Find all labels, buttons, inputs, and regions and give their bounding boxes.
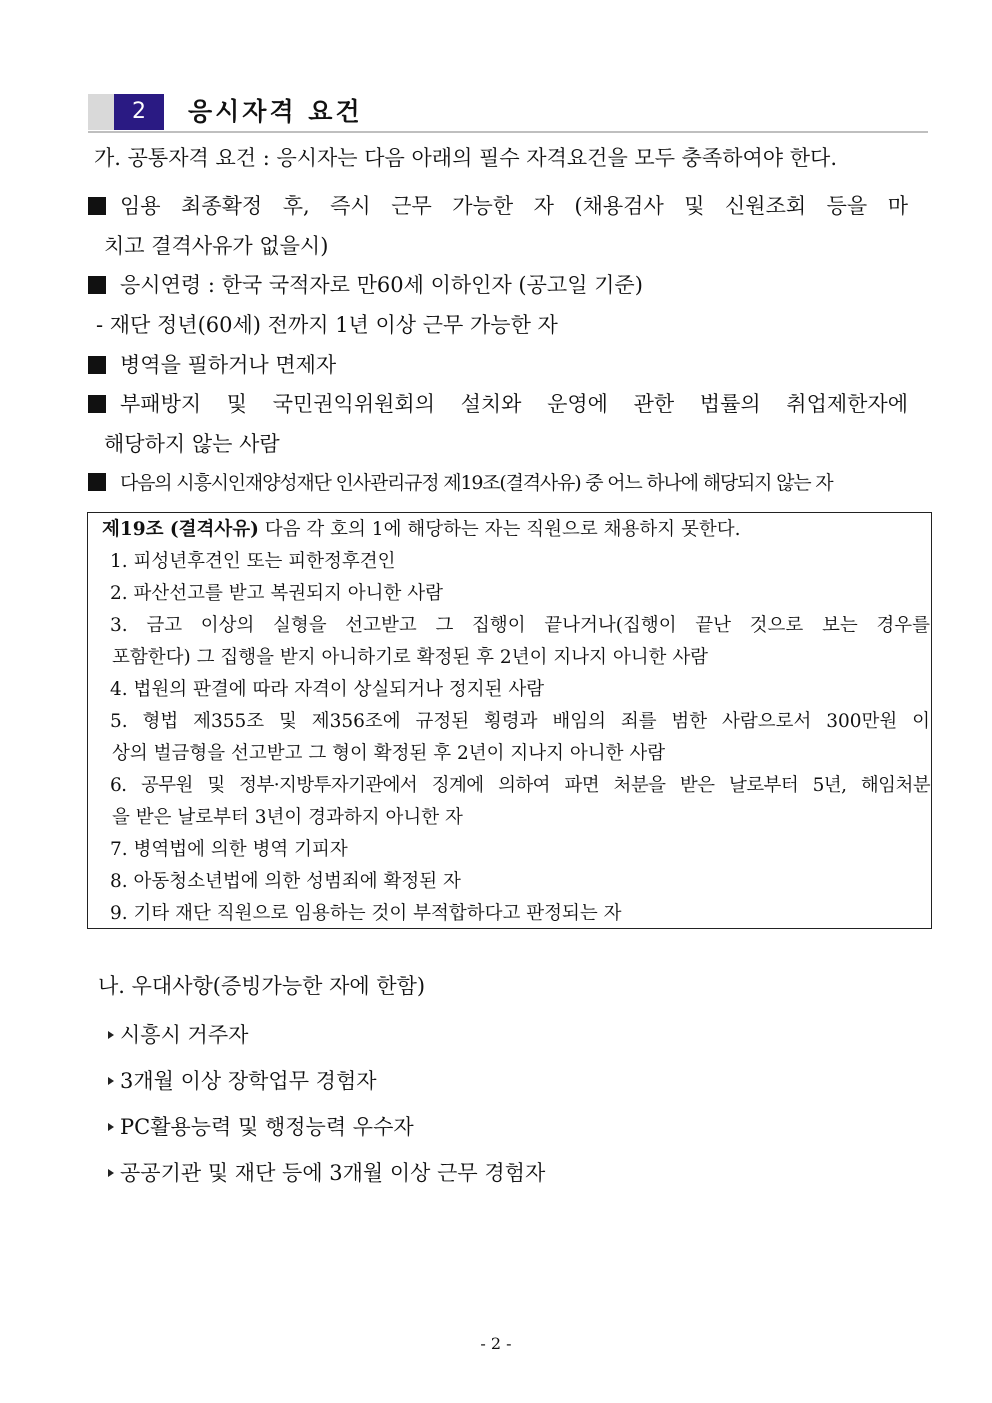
preference-item: 3개월 이상 장학업무 경험자 — [108, 1067, 377, 1095]
article-clause: 8. 아동청소년법에 의한 성범죄에 확정된 자 — [110, 871, 461, 892]
article-clause-continuation: 을 받은 날로부터 3년이 경과하지 아니한 자 — [112, 807, 463, 828]
square-bullet-icon — [88, 395, 106, 413]
article-title-line — [102, 517, 741, 543]
requirement-continuation: 치고 결격사유가 없을시) — [104, 234, 329, 258]
article-clause: 3. 금고 이상의 실형을 선고받고 그 집행이 끝나거나(집행이 끝난 것으로 보는 경우를 — [110, 615, 930, 636]
page-number: - 2 - — [480, 1334, 512, 1353]
article-clause-continuation: 상의 벌금형을 선고받고 그 형이 확정된 후 2년이 지나지 아니한 사람 — [112, 743, 666, 764]
triangle-bullet-icon — [108, 1077, 114, 1085]
requirement-item: 임용 최종확정 후, 즉시 근무 가능한 자 (채용검사 및 신원조회 등을 마 — [88, 192, 908, 220]
article-19-box — [87, 512, 932, 929]
square-bullet-icon — [88, 473, 106, 491]
preference-item: 공공기관 및 재단 등에 3개월 이상 근무 경험자 — [108, 1159, 545, 1187]
article-clause: 2. 파산선고를 받고 복권되지 아니한 사람 — [110, 583, 443, 604]
square-bullet-icon — [88, 197, 106, 215]
preference-item: 시흥시 거주자 — [108, 1021, 248, 1049]
subsection-ga-heading: 가. 공통자격 요건 : 응시자는 다음 아래의 필수 자격요건을 모두 충족하여야 한다. — [94, 146, 838, 170]
article-clause: 7. 병역법에 의한 병역 기피자 — [110, 839, 348, 860]
section-divider — [88, 131, 928, 133]
square-bullet-icon — [88, 276, 106, 294]
square-bullet-icon — [88, 356, 106, 374]
article-clause: 4. 법원의 판결에 따라 자격이 상실되거나 정지된 사람 — [110, 679, 545, 700]
triangle-bullet-icon — [108, 1031, 114, 1039]
article-clause: 9. 기타 재단 직원으로 임용하는 것이 부적합하다고 판정되는 자 — [110, 903, 622, 924]
preference-item: PC활용능력 및 행정능력 우수자 — [108, 1113, 414, 1141]
article-clause-continuation: 포함한다) 그 집행을 받지 아니하기로 확정된 후 2년이 지나지 아니한 사람 — [112, 647, 709, 668]
requirement-item: 응시연령 : 한국 국적자로 만60세 이하인자 (공고일 기준) — [88, 271, 643, 299]
article-clause: 1. 피성년후견인 또는 피한정후견인 — [110, 551, 396, 572]
section-title: 응시자격 요건 — [188, 97, 363, 126]
article-clause: 5. 형법 제355조 및 제356조에 규정된 횡령과 배임의 죄를 범한 사람으로서 300만원 이 — [110, 711, 930, 732]
requirement-item: 병역을 필하거나 면제자 — [88, 351, 336, 379]
triangle-bullet-icon — [108, 1123, 114, 1131]
article-intro: 다음 각 호의 1에 해당하는 자는 직원으로 채용하지 못한다. — [258, 519, 741, 540]
section-header — [88, 94, 928, 132]
requirement-item: 부패방지 및 국민권익위원회의 설치와 운영에 관한 법률의 취업제한자에 — [88, 390, 908, 418]
triangle-bullet-icon — [108, 1169, 114, 1177]
requirement-subitem: - 재단 정년(60세) 전까지 1년 이상 근무 가능한 자 — [96, 313, 558, 337]
subsection-na-heading: 나. 우대사항(증빙가능한 자에 한함) — [98, 974, 426, 998]
article-title: 제19조 (결격사유) — [102, 519, 259, 540]
article-clause: 6. 공무원 및 정부·지방투자기관에서 징계에 의하여 파면 처분을 받은 날로부터 5년, 해임처분 — [110, 775, 930, 796]
requirement-continuation: 해당하지 않는 사람 — [104, 432, 280, 456]
requirement-item: 다음의 시흥시인재양성재단 인사관리규정 제19조(결격사유) 중 어느 하나에 해당되지 않는 자 — [88, 469, 832, 497]
section-number: 2 — [114, 94, 164, 130]
section-header-accent — [88, 94, 114, 130]
